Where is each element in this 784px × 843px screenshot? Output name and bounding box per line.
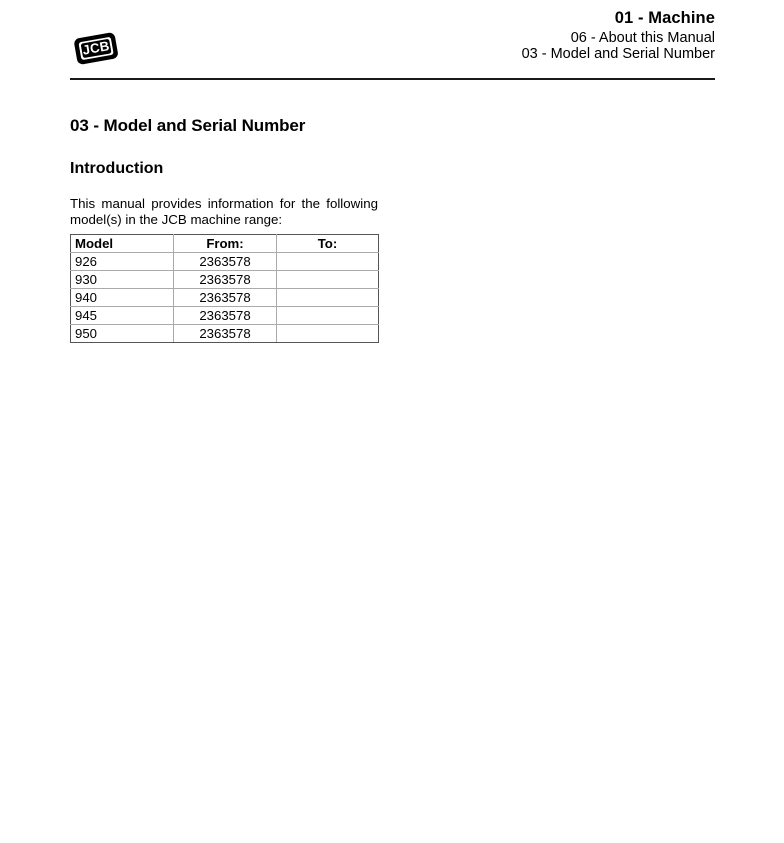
cell-model: 930: [71, 271, 174, 289]
table-row: [71, 289, 379, 307]
table-row: [71, 271, 379, 289]
cell-to: [277, 271, 379, 289]
cell-from: 2363578: [174, 307, 277, 325]
header-divider-rule: [70, 78, 715, 80]
svg-text:JCB: JCB: [81, 38, 111, 58]
table-row: [71, 325, 379, 343]
cell-model: 926: [71, 253, 174, 271]
column-header-from: From:: [174, 235, 277, 253]
cell-to: [277, 253, 379, 271]
header-title-block: [522, 10, 715, 64]
cell-model: 940: [71, 289, 174, 307]
cell-from: 2363578: [174, 325, 277, 343]
cell-to: [277, 289, 379, 307]
page-title: 03 - Model and Serial Number: [70, 116, 306, 135]
page-header: [70, 10, 715, 72]
cell-from: 2363578: [174, 253, 277, 271]
table-row: [71, 307, 379, 325]
cell-to: [277, 307, 379, 325]
model-table-head: [71, 235, 379, 253]
intro-paragraph: This manual provides information for the following model(s) in the JCB machine range:: [70, 195, 378, 228]
header-chapter-title: 01 - Machine: [614, 9, 715, 27]
cell-from: 2363578: [174, 289, 277, 307]
jcb-logo-icon: [70, 28, 122, 68]
cell-model: 945: [71, 307, 174, 325]
subsection-heading-introduction: Introduction: [70, 159, 164, 177]
table-header-row: [71, 235, 379, 253]
column-header-to: To:: [277, 235, 379, 253]
table-row: [71, 253, 379, 271]
model-table-body: [71, 253, 379, 343]
page-content: [70, 116, 715, 343]
cell-from: 2363578: [174, 271, 277, 289]
cell-model: 950: [71, 325, 174, 343]
cell-to: [277, 325, 379, 343]
column-header-model: Model: [71, 235, 174, 253]
model-serial-table: [70, 234, 379, 343]
header-section-title: 06 - About this Manual: [570, 29, 715, 46]
jcb-logo: [70, 28, 122, 68]
header-subsection-title: 03 - Model and Serial Number: [521, 46, 715, 62]
